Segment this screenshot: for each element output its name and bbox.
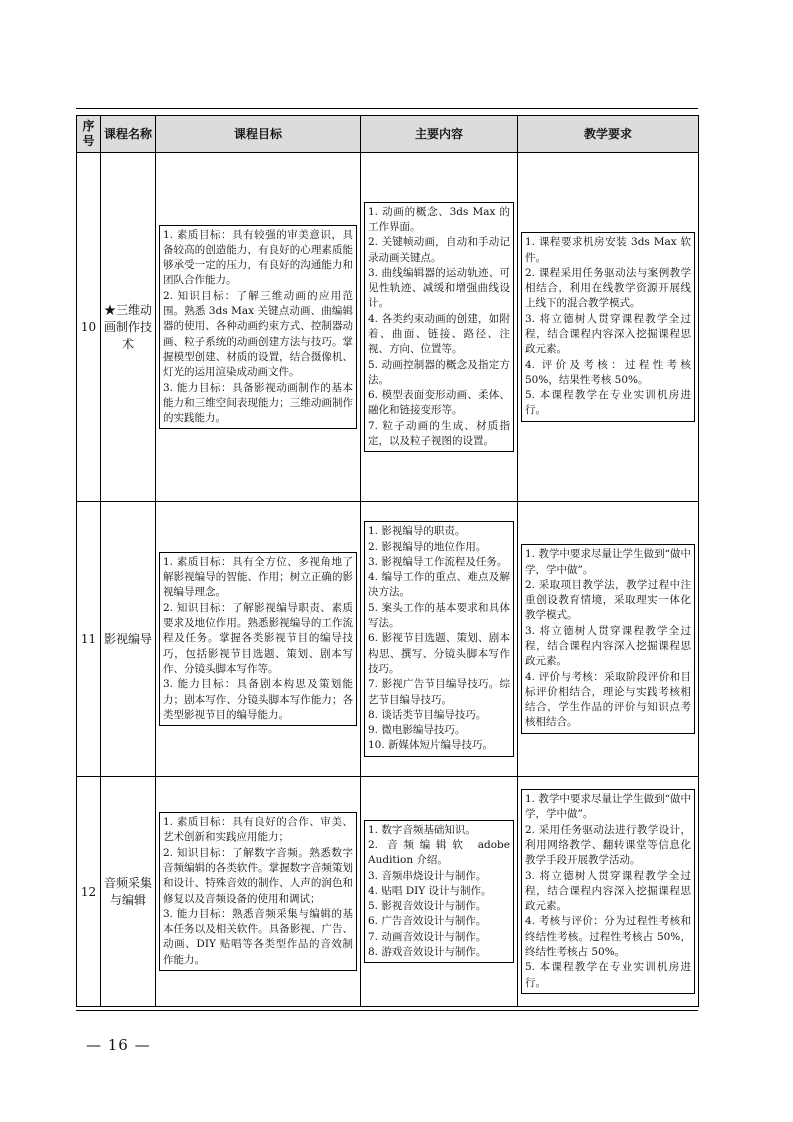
req-item: 2. 采用任务驱动法进行教学设计，利用网络教学、翻转课堂等信息化教学手段开展教学活动。 bbox=[525, 823, 691, 867]
row-goals bbox=[156, 153, 361, 502]
reqs-box bbox=[521, 789, 695, 994]
content-item: 7. 粒子动画的生成、材质指定，以及粒子视图的设置。 bbox=[368, 419, 510, 448]
contents-box bbox=[364, 820, 514, 964]
goal-item: 3. 能力目标：具备剧本构思及策划能力；剧本写作、分镜头脚本写作能力；各类型影视节目的编导能力。 bbox=[163, 678, 353, 721]
goal-item: 3. 能力目标：熟悉音频采集与编辑的基本任务以及相关软件。具备影视、广告、动画、DIY 贴唱等各类型作品的音效制作能力。 bbox=[163, 907, 353, 966]
row-reqs bbox=[518, 502, 699, 777]
content-item: 4. 编导工作的重点、难点及解决方法。 bbox=[368, 571, 510, 599]
header-req: 教学要求 bbox=[518, 116, 699, 153]
contents-box bbox=[364, 521, 514, 756]
page-number: — 16 — bbox=[86, 1036, 151, 1054]
content-item: 7. 动画音效设计与制作。 bbox=[368, 930, 487, 943]
content-item: 1. 动画的概念、3ds Max 的工作界面。 bbox=[368, 205, 510, 233]
req-item: 3. 将立德树人贯穿课程教学全过程，结合课程内容深入挖掘课程思政元素。 bbox=[525, 869, 691, 913]
header-name: 课程名称 bbox=[101, 116, 156, 153]
content-item: 2. 关键帧动画，自动和手动记录动画关键点。 bbox=[368, 236, 510, 264]
row-contents bbox=[361, 502, 518, 777]
row-reqs bbox=[518, 777, 699, 1007]
content-item: 4. 各类约束动画的创建，如附着、曲面、链接、路径、注视、方向、位置等。 bbox=[368, 312, 510, 356]
goal-item: 1. 素质目标：具有全方位、多视角地了解影视编导的智能、作用；树立正确的影视编导理念。 bbox=[163, 555, 353, 599]
goals-box bbox=[159, 552, 357, 726]
goal-item: 1. 素质目标：具有较强的审美意识，具备较高的创造能力，有良好的心理素质能够承受一定的压力，有良好的沟通能力和团队合作能力。 bbox=[163, 228, 353, 287]
req-item: 4. 评价与考核：采取阶段评价和目标评价相结合，理论与实践考核相结合，学生作品的评价与知识点考核相结合。 bbox=[525, 670, 691, 729]
row-contents bbox=[361, 153, 518, 502]
row-course-name: ★三维动画制作技术 bbox=[101, 153, 156, 502]
header-goal: 课程目标 bbox=[156, 116, 361, 153]
req-item: 1. 课程要求机房安装 3ds Max 软件。 bbox=[525, 236, 691, 264]
header-seq: 序号 bbox=[77, 116, 101, 153]
row-seq: 11 bbox=[77, 502, 101, 777]
contents-box bbox=[364, 202, 514, 453]
req-item: 5. 本课程教学在专业实训机房进行。 bbox=[525, 389, 691, 417]
content-item: 10. 新媒体短片编导技巧。 bbox=[368, 739, 494, 752]
content-item: 5. 案头工作的基本要求和具体写法。 bbox=[368, 601, 510, 630]
content-item: 6. 影视节目选题、策划、剧本构思、撰写、分镜头脚本写作技巧。 bbox=[368, 632, 510, 675]
content-item: 1. 数字音频基础知识。 bbox=[368, 823, 476, 836]
content-item: 3. 影视编导工作流程及任务。 bbox=[368, 555, 508, 568]
reqs-box bbox=[521, 544, 695, 734]
req-item: 1. 教学中要求尽量让学生做到“做中学，学中做”。 bbox=[525, 548, 691, 576]
content-item: 8. 谈话类节目编导技巧。 bbox=[368, 708, 487, 721]
table-row bbox=[77, 777, 699, 1007]
row-goals bbox=[156, 502, 361, 777]
req-item: 2. 课程采用任务驱动法与案例教学相结合，利用在线教学资源开展线上线下的混合教学模式。 bbox=[525, 266, 691, 310]
content-item: 4. 贴唱 DIY 设计与制作。 bbox=[368, 884, 492, 897]
content-item: 5. 影视音效设计与制作。 bbox=[368, 900, 487, 913]
content-item: 6. 广告音效设计与制作。 bbox=[368, 915, 487, 928]
table-header-row bbox=[77, 116, 699, 153]
content-item: 8. 游戏音效设计与制作。 bbox=[368, 946, 487, 959]
top-rule bbox=[76, 108, 698, 109]
req-item: 4. 评价及考核：过程性考核 50%，结果性考核 50%。 bbox=[525, 358, 691, 386]
course-table bbox=[76, 115, 699, 1007]
row-contents bbox=[361, 777, 518, 1007]
req-item: 2. 采取项目教学法，教学过程中注重创设教育情境，采取理实一体化教学模式。 bbox=[525, 578, 691, 622]
goal-item: 2. 知识目标：了解数字音频。熟悉数字音频编辑的各类软件。掌握数字音频策划和设计、特殊音效的制作、人声的润色和修复以及音频设备的使用和调试； bbox=[163, 846, 353, 905]
content-item: 5. 动画控制器的概念及指定方法。 bbox=[368, 358, 510, 386]
content-item: 3. 曲线编辑器的运动轨迹、可见性轨迹、减缓和增强曲线设计。 bbox=[368, 266, 510, 310]
content-item: 7. 影视广告节目编导技巧。综艺节目编导技巧。 bbox=[368, 678, 510, 706]
row-seq: 12 bbox=[77, 777, 101, 1007]
header-content: 主要内容 bbox=[361, 116, 518, 153]
goal-item: 1. 素质目标：具有良好的合作、审美、艺术创新和实践应用能力； bbox=[163, 816, 353, 844]
goal-item: 2. 知识目标：了解影视编导职责、素质要求及地位作用。熟悉影视编导的工作流程及任务。掌握各类影视节目的编导技巧，包括影视节目选题、策划、剧本写作、分镜头脚本写作等。 bbox=[163, 601, 353, 675]
goals-box bbox=[159, 225, 357, 430]
row-course-name: 音频采集与编辑 bbox=[101, 777, 156, 1007]
req-item: 1. 教学中要求尽量让学生做到“做中学，学中做”。 bbox=[525, 793, 691, 821]
reqs-box bbox=[521, 232, 695, 422]
content-item: 9. 微电影编导技巧。 bbox=[368, 724, 466, 737]
req-item: 3. 将立德树人贯穿课程教学全过程，结合课程内容深入挖掘课程思政元素。 bbox=[525, 624, 691, 668]
row-course-name: 影视编导 bbox=[101, 502, 156, 777]
content-item: 3. 音频串烧设计与制作。 bbox=[368, 869, 487, 882]
goal-item: 3. 能力目标：具备影视动画制作的基本能力和三维空间表现能力；三维动画制作的实践能力。 bbox=[163, 381, 353, 425]
req-item: 4. 考核与评价：分为过程性考核和终结性考核。过程性考核占 50%，终结性考核占 50%。 bbox=[525, 915, 691, 959]
goals-box bbox=[159, 812, 357, 971]
bottom-rule bbox=[76, 1010, 698, 1011]
table-row bbox=[77, 502, 699, 777]
row-goals bbox=[156, 777, 361, 1007]
content-item: 2. 影视编导的地位作用。 bbox=[368, 540, 487, 553]
row-seq: 10 bbox=[77, 153, 101, 502]
req-item: 5. 本课程教学在专业实训机房进行。 bbox=[525, 961, 691, 989]
row-reqs bbox=[518, 153, 699, 502]
content-item: 2. 音频编辑软 adobe Audition 介绍。 bbox=[368, 838, 510, 867]
table-row bbox=[77, 153, 699, 502]
req-item: 3. 将立德树人贯穿课程教学全过程，结合课程内容深入挖掘课程思政元素。 bbox=[525, 312, 691, 356]
goal-item: 2. 知识目标：了解三维动画的应用范围。熟悉 3ds Max 关键点动画、曲编辑器的使用、各种动画约束方式、控制器动画、粒子系统的动画创建方法与技巧。掌握模型创建、材质的设置，结合摄像机、灯光的运用渲染成动画文件。 bbox=[163, 289, 353, 379]
content-item: 1. 影视编导的职责。 bbox=[368, 525, 466, 538]
content-item: 6. 模型表面变形动画、柔体、融化和链接变形等。 bbox=[368, 389, 510, 417]
